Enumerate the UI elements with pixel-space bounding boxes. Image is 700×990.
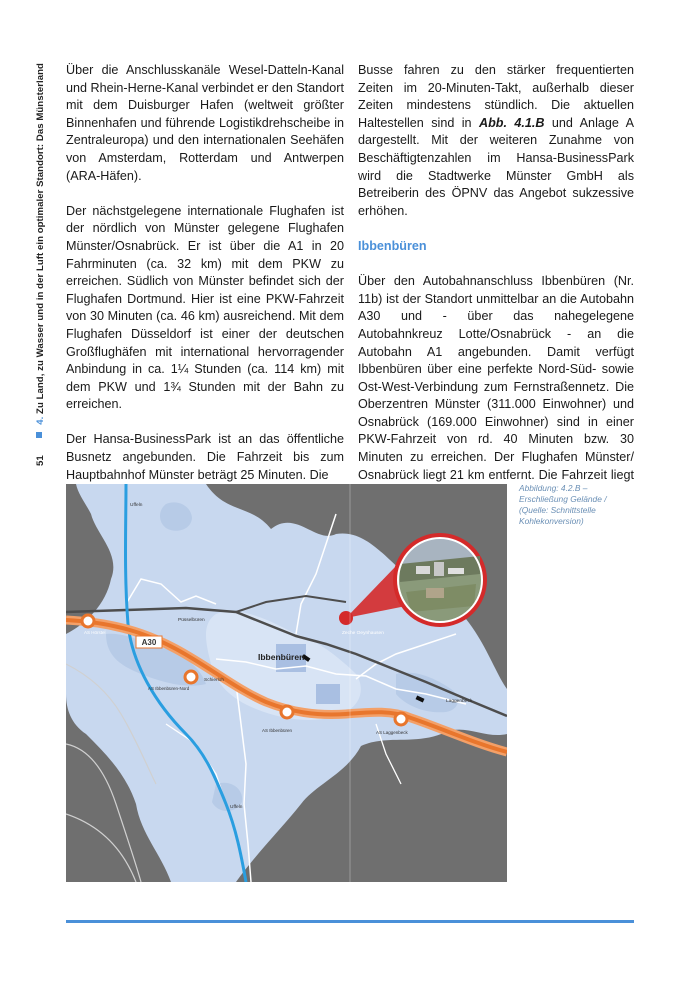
junction-label-ibbenbueren-nord: AS Ibbenbüren-Nord — [148, 686, 190, 691]
page-sidebar — [0, 0, 60, 990]
caption-line: Erschließung Gelände / — [519, 494, 607, 504]
section-heading-ibbenbueren: Ibbenbüren — [358, 238, 427, 253]
running-header — [35, 63, 46, 466]
place-label-laggenbeck: Laggenbeck — [446, 699, 473, 704]
paragraph-airports: Der nächstgelegene internationale Flughafen ist der nördlich von Münster gelegene Flughafen Münster/Osnabrück. Er ist über die A1 in 20 Fahrminuten (ca. 32 km) mit dem PKW zu erreichen. Südlich von Münster befindet sich der Flughafen Dortmund. Hier ist eine PKW-Fahrzeit von 30 Minuten (ca. 46 km) ausreichend. Mit dem Flughafen Düsseldorf ist einer der deutschen Großflughäfen mit international hervorragender Anbindung in ca. 1¼ Stunden (ca. 114 km) mit dem PKW und 1¾ Stunden mit der Bahn zu erreichen. — [66, 203, 344, 412]
site-aerial-photo — [398, 538, 482, 622]
square-bullet-icon — [36, 433, 42, 439]
figure-reference-link[interactable]: Abb. 4.1.B — [478, 115, 545, 130]
town-label: Ibbenbüren — [258, 652, 305, 662]
chapter-number: 4. — [35, 416, 46, 425]
junction-label-ibbenbueren: AS Ibbenbüren — [262, 728, 293, 733]
text-column-left — [66, 62, 344, 502]
caption-line: Kohlekonversion) — [519, 516, 584, 526]
page-number: 51 — [35, 455, 46, 466]
junction-label-hoerstel: AS Hörstel — [84, 630, 106, 635]
paragraph-bus-continued — [358, 62, 634, 220]
place-label-uffeln: Uffeln — [130, 503, 143, 508]
chapter-title: Zu Land, zu Wasser und in der Luft ein optimaler Standort: Das Münsterland — [35, 63, 46, 414]
place-label-puesselbueren: Püsselbüren — [178, 618, 205, 623]
paragraph-waterways: Über die Anschlusskanäle Wesel-Datteln-Kanal und Rhein-Herne-Kanal verbindet er den Standort mit dem Duisburger Hafen (weltweit größter Binnenhafen und führende Logistikdrehscheibe in Zentraleuropa) und den internationalen Seehäfen von Amsterdam, Rotterdam und Antwerpen (ARA-Häfen). — [66, 63, 344, 183]
site-marker — [339, 611, 353, 625]
paragraph-ibbenbueren: Über den Autobahnanschluss Ibbenbüren (Nr. 11b) ist der Standort unmittelbar an die Autobahn A30 und - über das nahegelegene Autobahnkreuz Lotte/Osnabrück - an die Autobahn A1 angebunden. Damit verfügt Ibbenbüren über eine perfekte Nord-Süd- sowie Ost-West-Verbindung zum Fernstraßennetz. Die Oberzentren Münster (311.000 Einwohner) und Osnabrück (169.000 Einwohner) sind in einer PKW-Fahrzeit von rd. 40 Minuten bzw. 30 Minuten zu erreichen. Der Flughafen Münster/ Osnabrück liegt 21 km entfernt. Die Fahrzeit liegt — [358, 274, 634, 482]
motorway-label: A30 — [141, 638, 157, 647]
place-label-schierloh: Schierloh — [204, 678, 224, 683]
paragraph-bus: Der Hansa-BusinessPark ist an das öffentliche Busnetz angebunden. Die Fahrzeit bis zum Hauptbahnhof Münster beträgt 25 Minuten. Die — [66, 432, 344, 482]
caption-line: Abbildung: 4.2.B – — [519, 483, 588, 493]
figure-caption — [519, 483, 637, 527]
text-column-right — [358, 62, 634, 519]
bus-text-end: und Anlage A dargestellt. Mit der weiteren Zunahme von Beschäftigtenzahlen im Hansa-BusinessPark wird die Stadtwerke Münster GmbH als Betreiberin des ÖPNV das Angebot sukzessive erhöhen. — [358, 115, 634, 218]
footer-rule — [66, 920, 634, 923]
location-map — [66, 484, 507, 882]
a30-shield — [136, 636, 162, 648]
place-label-uffeln-south: Uffeln — [230, 805, 243, 810]
caption-line: (Quelle: Schnittstelle — [519, 505, 596, 515]
junction-label-laggenbeck: AS Laggenbeck — [376, 730, 408, 735]
bus-text-start: Busse fahren zu den stärker frequentierten Zeiten im 20-Minuten-Takt, außerhalb dieser Zeiten mindestens stündlich. Die aktuellen Haltestellen sind in — [358, 63, 634, 130]
site-label: Zeche Oeynhausen — [342, 631, 384, 636]
